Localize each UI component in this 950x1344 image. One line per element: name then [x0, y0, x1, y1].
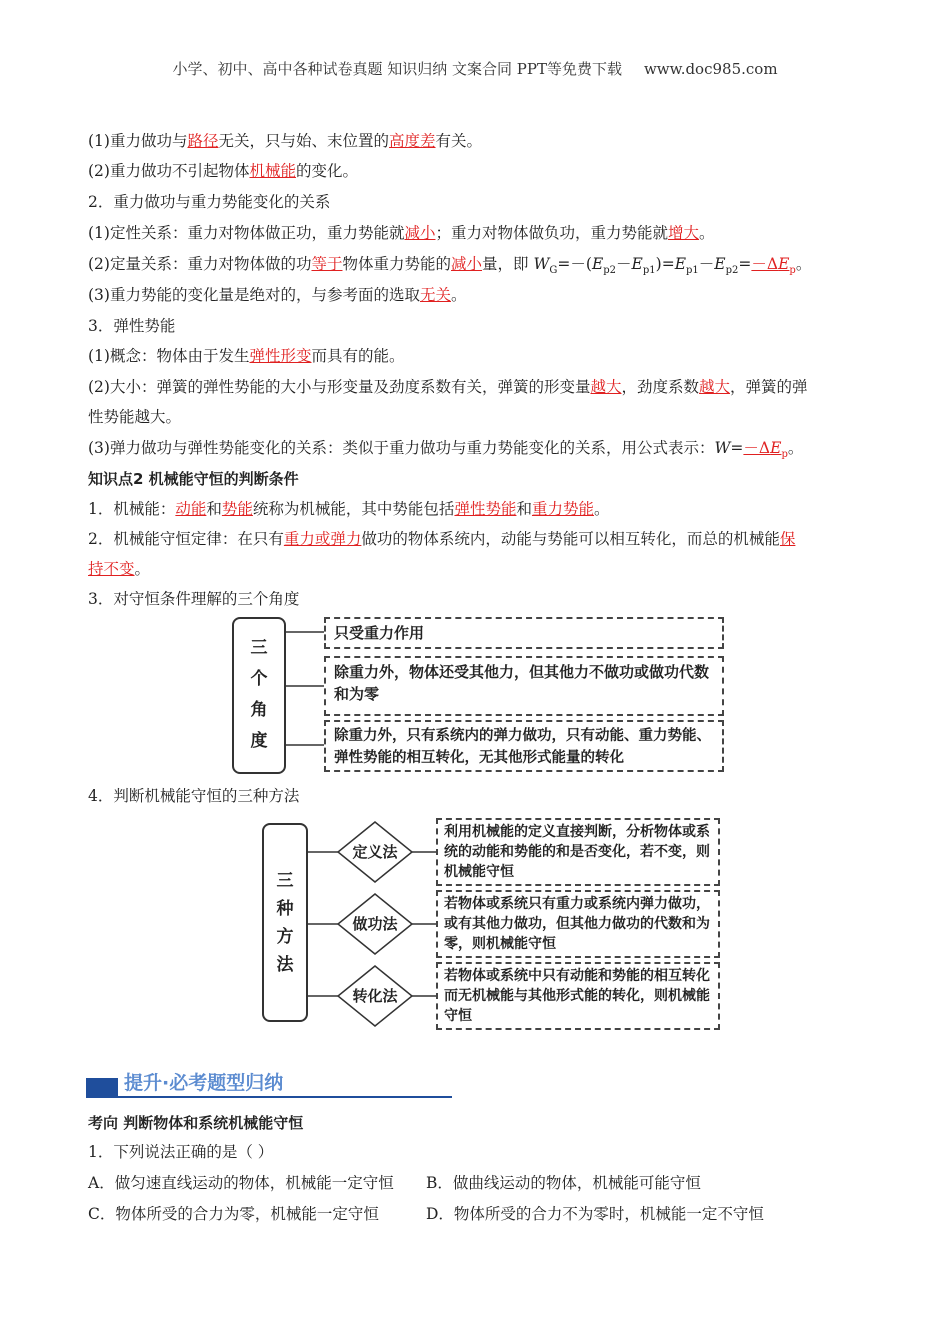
text: 。: [699, 224, 715, 242]
text: 物体重力势能的: [342, 255, 451, 273]
section-rule: [86, 1096, 452, 1098]
text: 量，即: [482, 255, 534, 273]
option-d[interactable]: D．物体所受的合力不为零时，机械能一定不守恒: [426, 1205, 764, 1223]
line-16: 3．对守恒条件理解的三个角度: [88, 590, 300, 608]
answer-fill: 动能: [175, 500, 207, 518]
text: (2)定量关系：重力对物体做的功: [88, 255, 312, 273]
diagram1-item-2: 除重力外，物体还受其他力，但其他力不做功或做功代数和为零: [324, 656, 724, 716]
method-conversion: 转化法: [352, 987, 398, 1005]
text: 有关。: [435, 132, 483, 150]
text: 和: [206, 500, 222, 518]
text: ；重力对物体做负功，重力势能就: [435, 224, 668, 242]
answer-fill: 增大: [668, 224, 700, 242]
method-work-desc: 若物体或系统只有重力或系统内弹力做功，或有其他力做功，但其他力做功的代数和为零，则机械能守恒: [436, 890, 720, 958]
text: ，劲度系数: [621, 378, 699, 396]
diagram1-item-1: 只受重力作用: [324, 617, 724, 649]
answer-fill: 无关: [419, 286, 451, 304]
section-header: [86, 1068, 452, 1098]
line-3: 2．重力做功与重力势能变化的关系: [88, 193, 331, 211]
text: 的变化。: [295, 162, 358, 180]
answer-fill: 重力势能: [531, 500, 594, 518]
answer-fill: 弹性势能: [454, 500, 517, 518]
text: 和: [516, 500, 532, 518]
answer-fill: $-\Delta E_p$: [751, 255, 796, 277]
text: 1．机械能：: [88, 500, 176, 518]
text: 做功的物体系统内，动能与势能可以相互转化，而总的机械能: [361, 530, 780, 548]
text: (2)大小：弹簧的弹性势能的大小与形变量及劲度系数有关，弹簧的形变量: [88, 378, 591, 396]
header-text: 小学、初中、高中各种试卷真题 知识归纳 文案合同 PPT等免费下载: [172, 60, 622, 78]
text: (1)重力做功与: [88, 132, 188, 150]
method-conversion-desc: 若物体或系统中只有动能和势能的相互转化而无机械能与其他形式能的转化，则机械能守恒: [436, 962, 720, 1030]
section-bar: [86, 1078, 118, 1096]
answer-fill: 势能: [221, 500, 253, 518]
text: ，弹簧的弹: [730, 378, 808, 396]
answer-fill: 持不变: [88, 560, 135, 578]
answer-fill: 重力或弹力: [283, 530, 362, 548]
exam-direction: 考向 判断物体和系统机械能守恒: [88, 1114, 304, 1132]
text: (3)重力势能的变化量是绝对的，与参考面的选取: [88, 286, 420, 304]
answer-fill: 保: [779, 530, 796, 548]
text: (1)定性关系：重力对物体做正功，重力势能就: [88, 224, 405, 242]
method-definition-desc: 利用机械能的定义直接判断，分析物体或系统的动能和势能的和是否变化，若不变，则机械能守恒: [436, 818, 720, 886]
answer-fill: 高度差: [389, 132, 436, 150]
text: 2．机械能守恒定律：在只有: [88, 530, 284, 548]
question-stem: 1．下列说法正确的是（ ）: [88, 1143, 274, 1161]
line-17: 4．判断机械能守恒的三种方法: [88, 787, 300, 805]
text: 而具有的能。: [311, 347, 405, 365]
text: 统称为机械能，其中势能包括: [252, 500, 455, 518]
method-definition: 定义法: [352, 843, 398, 861]
text: 。: [450, 286, 467, 304]
answer-fill: 减小: [451, 255, 483, 273]
text: (3)弹力做功与弹性势能变化的关系：类似于重力做功与重力势能变化的关系，用公式表示：: [88, 439, 715, 457]
text: 。: [593, 500, 610, 518]
option-b[interactable]: B．做曲线运动的物体，机械能可能守恒: [426, 1174, 701, 1192]
answer-fill: 等于: [311, 255, 343, 273]
method-work: 做功法: [352, 915, 398, 933]
line-11: (3)弹力做功与弹性势能变化的关系：类似于重力做功与重力势能变化的关系，用公式表示：$W=-\Delta E_p$。: [88, 439, 804, 461]
answer-fill: 机械能: [249, 162, 296, 180]
answer-fill: 减小: [404, 224, 436, 242]
text: (1)概念：物体由于发生: [88, 347, 250, 365]
diagram2-root-label: 三 种 方 法: [276, 871, 294, 975]
text: (2)重力做功不引起物体: [88, 162, 250, 180]
answer-fill: 弹性形变: [249, 347, 312, 365]
option-a[interactable]: A．做匀速直线运动的物体，机械能一定守恒: [88, 1174, 394, 1192]
knowledge-point-2-heading: 知识点2 机械能守恒的判断条件: [88, 470, 299, 488]
line-7: 3．弹性势能: [88, 317, 176, 335]
answer-fill: 越大: [590, 378, 622, 396]
answer-fill: $-\Delta E_p$: [743, 439, 788, 461]
answer-fill: 路径: [187, 132, 219, 150]
formula: $W_G=-(E_{p2}-E_{p1})=E_{p1}-E_{p2}=-\Delta E_p$。: [533, 255, 812, 277]
answer-fill: 越大: [699, 378, 731, 396]
diagram1-root-label: 三 个 角 度: [250, 638, 268, 751]
text: 无关，只与始、末位置的: [218, 132, 389, 150]
header-url[interactable]: www.doc985.com: [643, 60, 778, 78]
option-c[interactable]: C．物体所受的合力为零，机械能一定守恒: [88, 1205, 379, 1223]
text: 。: [134, 560, 151, 578]
line-10: 性势能越大。: [88, 408, 182, 426]
section-title: 提升·必考题型归纳: [124, 1072, 284, 1094]
diagram1-item-3: 除重力外，只有系统内的弹力做功，只有动能、重力势能、弹性势能的相互转化，无其他形式能量的转化: [324, 720, 724, 772]
